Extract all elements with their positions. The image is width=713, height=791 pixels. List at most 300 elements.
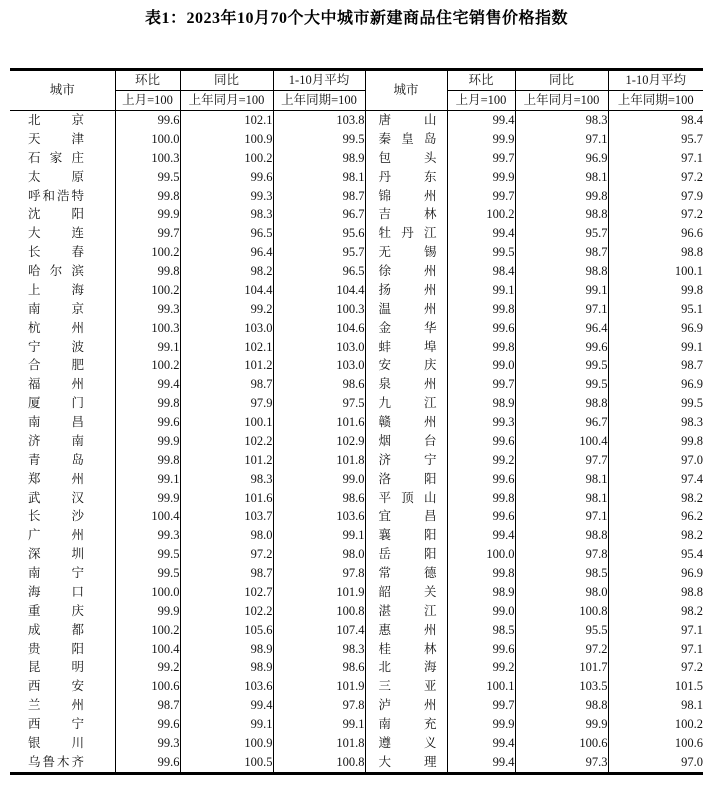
index-value: 99.9 — [515, 715, 608, 734]
index-value: 99.6 — [115, 753, 180, 773]
index-value: 102.9 — [273, 432, 365, 451]
index-value: 98.6 — [273, 489, 365, 508]
table-row — [10, 394, 703, 413]
index-value: 98.9 — [273, 149, 365, 168]
city-name: 郑 州 — [28, 471, 84, 486]
city-name: 惠 州 — [378, 622, 437, 637]
city-cell — [365, 753, 447, 773]
index-value: 99.5 — [515, 356, 608, 375]
table-row — [10, 658, 703, 677]
index-value: 102.1 — [180, 111, 273, 130]
city-cell — [365, 564, 447, 583]
table-row — [10, 753, 703, 773]
index-value: 99.0 — [447, 356, 515, 375]
index-value: 95.7 — [608, 130, 703, 149]
index-value: 101.6 — [180, 489, 273, 508]
city-cell — [10, 734, 115, 753]
index-value: 99.9 — [115, 602, 180, 621]
index-value: 100.2 — [115, 621, 180, 640]
city-name: 唐 山 — [378, 113, 437, 127]
city-name: 成 都 — [28, 622, 84, 637]
city-name: 乌 鲁 木 齐 — [28, 754, 84, 769]
index-value: 95.4 — [608, 545, 703, 564]
city-name: 南 昌 — [28, 415, 84, 429]
city-cell — [365, 451, 447, 470]
index-value: 104.4 — [180, 281, 273, 300]
index-value: 99.6 — [447, 507, 515, 526]
index-value: 99.2 — [447, 658, 515, 677]
index-value: 97.0 — [608, 753, 703, 773]
index-value: 98.4 — [608, 111, 703, 130]
index-value: 99.8 — [115, 394, 180, 413]
city-name: 西 宁 — [28, 717, 84, 731]
index-value: 96.4 — [515, 319, 608, 338]
index-value: 104.6 — [273, 319, 365, 338]
index-value: 101.9 — [273, 677, 365, 696]
city-name: 宜 昌 — [378, 509, 437, 524]
index-value: 98.2 — [608, 526, 703, 545]
index-value: 95.6 — [273, 224, 365, 243]
index-value: 98.7 — [515, 243, 608, 262]
index-value: 97.8 — [273, 696, 365, 715]
city-name: 泉 州 — [378, 377, 437, 392]
index-value: 97.8 — [515, 545, 608, 564]
table-row — [10, 281, 703, 300]
index-value: 99.5 — [273, 130, 365, 149]
index-value: 97.4 — [608, 470, 703, 489]
index-value: 99.4 — [447, 753, 515, 773]
city-cell — [10, 545, 115, 564]
city-cell — [365, 187, 447, 206]
city-cell — [365, 677, 447, 696]
index-value: 98.8 — [515, 262, 608, 281]
index-value: 97.2 — [608, 168, 703, 187]
city-name: 济 南 — [28, 433, 84, 448]
index-value: 95.5 — [515, 621, 608, 640]
index-value: 99.7 — [447, 375, 515, 394]
city-name: 深 圳 — [28, 547, 84, 562]
index-value: 100.0 — [115, 583, 180, 602]
index-value: 98.7 — [115, 696, 180, 715]
index-value: 97.3 — [515, 753, 608, 773]
index-value: 99.7 — [447, 696, 515, 715]
city-name: 岳 阳 — [378, 547, 437, 562]
table-title: 表1：2023年10月70个大中城市新建商品住宅销售价格指数 — [144, 10, 568, 27]
index-value: 100.2 — [608, 715, 703, 734]
header-yoy-base-right: 上年同月=100 — [515, 91, 608, 111]
index-value: 98.2 — [608, 489, 703, 508]
index-value: 100.3 — [115, 319, 180, 338]
city-cell — [10, 394, 115, 413]
city-cell — [10, 715, 115, 734]
index-value: 100.8 — [515, 602, 608, 621]
index-value: 99.6 — [115, 413, 180, 432]
city-cell — [10, 658, 115, 677]
index-value: 99.3 — [115, 526, 180, 545]
header-city-left: 城市 — [10, 70, 115, 111]
city-cell — [10, 375, 115, 394]
city-name: 襄 阳 — [378, 528, 437, 543]
city-cell — [365, 413, 447, 432]
index-value: 102.1 — [180, 338, 273, 357]
city-name: 牡 丹 江 — [378, 226, 437, 241]
header-mom-right: 环比 — [447, 70, 515, 91]
index-value: 99.6 — [447, 319, 515, 338]
index-value: 98.9 — [447, 583, 515, 602]
index-value: 98.0 — [515, 583, 608, 602]
index-value: 99.4 — [447, 111, 515, 130]
table-row — [10, 356, 703, 375]
city-name: 常 德 — [378, 566, 437, 580]
city-name: 太 原 — [28, 169, 84, 184]
table-row — [10, 545, 703, 564]
index-value: 98.9 — [180, 658, 273, 677]
city-name: 泸 州 — [378, 698, 437, 713]
index-value: 98.5 — [515, 564, 608, 583]
city-cell — [365, 658, 447, 677]
index-value: 99.5 — [115, 545, 180, 564]
index-value: 99.2 — [180, 300, 273, 319]
index-value: 98.9 — [180, 640, 273, 659]
index-value: 97.7 — [515, 451, 608, 470]
city-cell — [10, 262, 115, 281]
index-value: 100.8 — [273, 753, 365, 773]
city-cell — [10, 168, 115, 187]
city-cell — [10, 696, 115, 715]
header-mom-left: 环比 — [115, 70, 180, 91]
city-name: 锦 州 — [378, 188, 437, 203]
city-cell — [365, 224, 447, 243]
index-value: 100.0 — [447, 545, 515, 564]
index-value: 98.7 — [180, 564, 273, 583]
index-value: 100.2 — [180, 149, 273, 168]
city-name: 长 沙 — [28, 509, 84, 524]
index-value: 98.1 — [515, 168, 608, 187]
index-value: 98.7 — [273, 187, 365, 206]
index-value: 96.9 — [608, 564, 703, 583]
index-value: 101.2 — [180, 356, 273, 375]
city-cell — [365, 602, 447, 621]
table-row — [10, 319, 703, 338]
index-value: 99.1 — [608, 338, 703, 357]
index-value: 98.6 — [273, 658, 365, 677]
index-value: 99.0 — [273, 470, 365, 489]
index-value: 99.8 — [447, 489, 515, 508]
index-value: 107.4 — [273, 621, 365, 640]
city-cell — [10, 338, 115, 357]
index-value: 99.4 — [115, 375, 180, 394]
city-cell — [365, 375, 447, 394]
index-value: 98.0 — [180, 526, 273, 545]
city-name: 武 汉 — [28, 490, 84, 505]
city-cell — [365, 734, 447, 753]
city-cell — [10, 281, 115, 300]
table-row — [10, 224, 703, 243]
city-cell — [365, 394, 447, 413]
city-cell — [10, 111, 115, 130]
city-cell — [10, 564, 115, 583]
index-value: 101.2 — [180, 451, 273, 470]
index-value: 96.5 — [273, 262, 365, 281]
city-cell — [10, 187, 115, 206]
city-name: 天 津 — [28, 131, 84, 146]
index-value: 99.9 — [447, 715, 515, 734]
city-name: 呼 和 浩 特 — [28, 188, 84, 203]
city-cell — [365, 281, 447, 300]
index-value: 98.3 — [180, 470, 273, 489]
city-cell — [10, 413, 115, 432]
city-cell — [10, 432, 115, 451]
index-value: 99.1 — [273, 715, 365, 734]
city-name: 石 家 庄 — [28, 150, 84, 165]
city-name: 沈 阳 — [28, 207, 84, 222]
table-row — [10, 734, 703, 753]
table-row — [10, 677, 703, 696]
city-cell — [10, 489, 115, 508]
index-value: 101.8 — [273, 734, 365, 753]
index-value: 98.8 — [515, 526, 608, 545]
index-value: 98.3 — [515, 111, 608, 130]
city-name: 烟 台 — [378, 433, 437, 448]
index-value: 99.4 — [447, 734, 515, 753]
city-name: 兰 州 — [28, 698, 84, 713]
index-value: 98.3 — [180, 205, 273, 224]
index-value: 97.9 — [180, 394, 273, 413]
city-cell — [10, 640, 115, 659]
index-value: 99.1 — [180, 715, 273, 734]
city-name: 大 理 — [378, 754, 437, 769]
city-cell — [365, 470, 447, 489]
index-value: 96.2 — [608, 507, 703, 526]
index-value: 105.6 — [180, 621, 273, 640]
city-name: 秦 皇 岛 — [378, 131, 437, 146]
city-cell — [10, 300, 115, 319]
index-value: 99.1 — [273, 526, 365, 545]
index-value: 96.9 — [608, 375, 703, 394]
index-value: 98.4 — [447, 262, 515, 281]
city-cell — [365, 149, 447, 168]
city-cell — [10, 753, 115, 773]
index-value: 102.2 — [180, 602, 273, 621]
index-value: 97.1 — [515, 130, 608, 149]
index-value: 99.9 — [115, 205, 180, 224]
city-cell — [10, 319, 115, 338]
index-value: 98.8 — [515, 205, 608, 224]
index-value: 99.3 — [447, 413, 515, 432]
table-row — [10, 451, 703, 470]
index-value: 97.0 — [608, 451, 703, 470]
table-row — [10, 583, 703, 602]
city-cell — [365, 696, 447, 715]
header-row-top — [10, 70, 703, 91]
index-value: 101.5 — [608, 677, 703, 696]
city-name: 厦 门 — [28, 396, 84, 411]
index-value: 99.6 — [515, 338, 608, 357]
index-value: 99.5 — [115, 168, 180, 187]
table-row — [10, 602, 703, 621]
index-value: 104.4 — [273, 281, 365, 300]
index-value: 100.2 — [115, 281, 180, 300]
table-row — [10, 243, 703, 262]
index-value: 103.6 — [273, 507, 365, 526]
city-name: 赣 州 — [378, 415, 437, 429]
index-value: 97.2 — [515, 640, 608, 659]
city-name: 银 川 — [28, 735, 84, 750]
index-value: 98.6 — [273, 375, 365, 394]
index-value: 99.1 — [447, 281, 515, 300]
table-row — [10, 168, 703, 187]
index-value: 99.8 — [447, 300, 515, 319]
index-value: 99.8 — [447, 564, 515, 583]
city-name: 扬 州 — [378, 282, 437, 297]
city-name: 蚌 埠 — [378, 339, 437, 354]
header-yoy-left: 同比 — [180, 70, 273, 91]
index-value: 99.3 — [115, 300, 180, 319]
index-value: 99.7 — [447, 187, 515, 206]
city-cell — [365, 640, 447, 659]
city-name: 海 口 — [28, 584, 84, 599]
city-name: 上 海 — [28, 282, 84, 297]
header-yoy-base-left: 上年同月=100 — [180, 91, 273, 111]
table-row — [10, 413, 703, 432]
index-value: 101.7 — [515, 658, 608, 677]
city-cell — [10, 621, 115, 640]
index-value: 100.4 — [115, 640, 180, 659]
index-value: 97.1 — [608, 149, 703, 168]
index-value: 99.9 — [447, 130, 515, 149]
index-value: 100.3 — [115, 149, 180, 168]
index-value: 99.3 — [180, 187, 273, 206]
index-value: 95.7 — [273, 243, 365, 262]
city-cell — [10, 451, 115, 470]
index-value: 100.5 — [180, 753, 273, 773]
city-cell — [10, 677, 115, 696]
index-value: 98.7 — [608, 356, 703, 375]
city-name: 丹 东 — [378, 169, 437, 184]
index-value: 96.9 — [608, 319, 703, 338]
city-name: 吉 林 — [378, 207, 437, 222]
header-avg-base-left: 上年同期=100 — [273, 91, 365, 111]
city-cell — [10, 583, 115, 602]
index-value: 97.8 — [273, 564, 365, 583]
index-value: 99.8 — [115, 451, 180, 470]
index-value: 97.9 — [608, 187, 703, 206]
city-name: 西 安 — [28, 679, 84, 694]
city-cell — [365, 205, 447, 224]
index-value: 99.0 — [447, 602, 515, 621]
index-value: 99.2 — [447, 451, 515, 470]
city-cell — [365, 583, 447, 602]
city-cell — [10, 602, 115, 621]
index-value: 97.2 — [608, 658, 703, 677]
index-value: 101.8 — [273, 451, 365, 470]
index-value: 98.7 — [180, 375, 273, 394]
index-value: 99.6 — [447, 432, 515, 451]
city-name: 宁 波 — [28, 339, 84, 354]
city-cell — [365, 168, 447, 187]
city-cell — [365, 356, 447, 375]
index-value: 98.1 — [515, 470, 608, 489]
city-cell — [365, 111, 447, 130]
city-name: 桂 林 — [378, 641, 437, 656]
city-cell — [10, 356, 115, 375]
table-row — [10, 470, 703, 489]
table-row — [10, 489, 703, 508]
index-value: 98.2 — [180, 262, 273, 281]
table-row — [10, 640, 703, 659]
index-value: 100.0 — [115, 130, 180, 149]
index-value: 99.7 — [115, 224, 180, 243]
index-value: 103.6 — [180, 677, 273, 696]
table-row — [10, 187, 703, 206]
index-value: 99.4 — [447, 526, 515, 545]
index-value: 101.6 — [273, 413, 365, 432]
table-row — [10, 205, 703, 224]
city-name: 哈 尔 滨 — [28, 264, 84, 278]
city-cell — [10, 526, 115, 545]
index-value: 99.8 — [447, 338, 515, 357]
city-cell — [10, 224, 115, 243]
city-cell — [10, 205, 115, 224]
index-value: 100.8 — [273, 602, 365, 621]
index-value: 95.7 — [515, 224, 608, 243]
index-value: 103.0 — [180, 319, 273, 338]
index-value: 96.7 — [273, 205, 365, 224]
table-row — [10, 149, 703, 168]
city-name: 洛 阳 — [378, 471, 437, 486]
index-value: 99.8 — [608, 281, 703, 300]
header-mom-base-left: 上月=100 — [115, 91, 180, 111]
index-value: 100.1 — [180, 413, 273, 432]
index-value: 96.7 — [515, 413, 608, 432]
index-value: 100.9 — [180, 734, 273, 753]
index-value: 100.2 — [115, 356, 180, 375]
index-value: 95.1 — [608, 300, 703, 319]
city-name: 青 岛 — [28, 452, 84, 467]
city-name: 韶 关 — [378, 584, 437, 599]
city-name: 济 宁 — [378, 452, 437, 467]
city-name: 重 庆 — [28, 603, 84, 618]
index-value: 98.8 — [515, 696, 608, 715]
city-name: 长 春 — [28, 245, 84, 260]
index-value: 103.0 — [273, 338, 365, 357]
city-name: 无 锡 — [378, 245, 437, 260]
city-cell — [10, 243, 115, 262]
index-value: 97.1 — [515, 300, 608, 319]
index-value: 100.6 — [115, 677, 180, 696]
price-index-table — [10, 68, 703, 775]
table-header — [10, 70, 703, 111]
city-cell — [10, 470, 115, 489]
city-name: 遵 义 — [378, 735, 437, 750]
index-value: 103.0 — [273, 356, 365, 375]
table-row — [10, 526, 703, 545]
index-value: 100.6 — [515, 734, 608, 753]
city-name: 湛 江 — [378, 603, 437, 618]
index-value: 98.1 — [608, 696, 703, 715]
index-value: 99.6 — [180, 168, 273, 187]
index-value: 99.1 — [515, 281, 608, 300]
city-cell — [10, 149, 115, 168]
city-name: 杭 州 — [28, 320, 84, 335]
city-name: 徐 州 — [378, 264, 437, 278]
city-name: 金 华 — [378, 320, 437, 335]
index-value: 98.0 — [273, 545, 365, 564]
index-value: 97.2 — [608, 205, 703, 224]
city-name: 南 充 — [378, 717, 437, 731]
index-value: 97.1 — [608, 621, 703, 640]
city-name: 北 京 — [28, 113, 84, 127]
